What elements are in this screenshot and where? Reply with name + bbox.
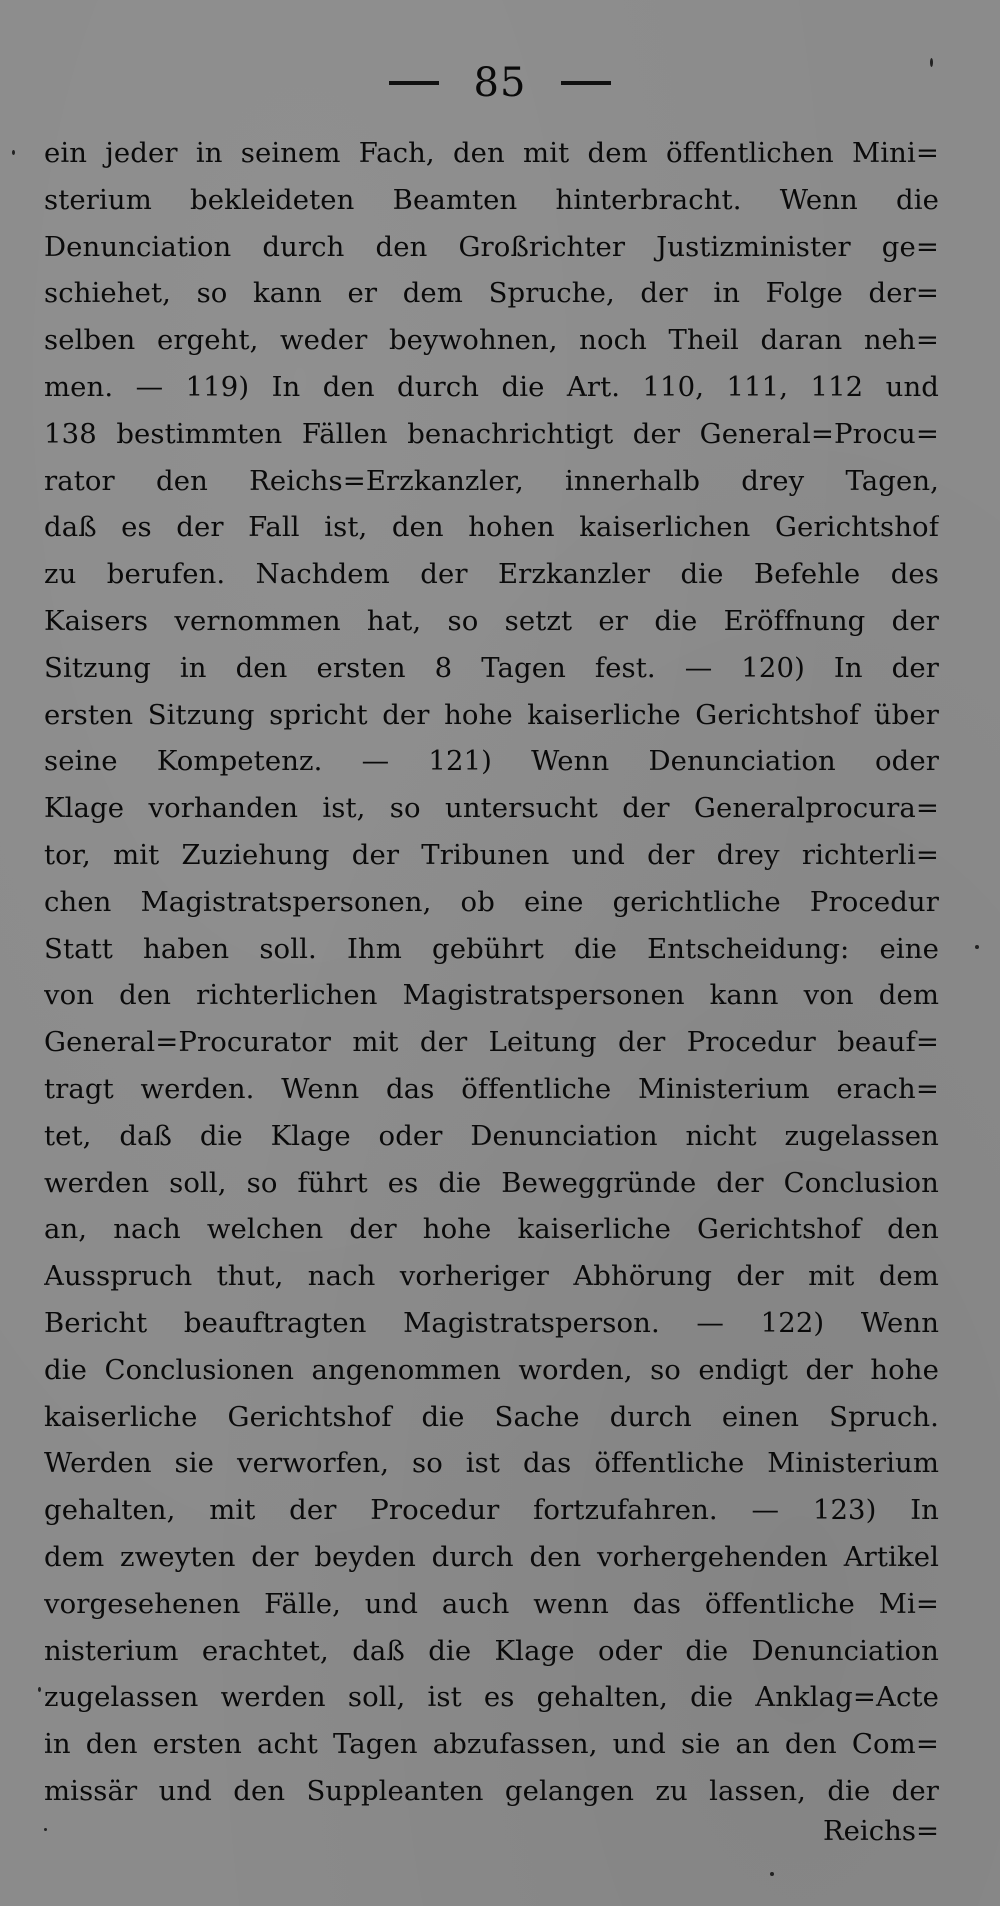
print-speck [12,150,15,155]
text-line: zugelassen werden soll, ist es gehalten, die Anklag=Acte [44,1681,939,1714]
text-line: werden soll, so führt es die Beweggründe der Conclusion [44,1166,939,1199]
print-speck [44,1828,47,1831]
text-line: an, nach welchen der hohe kaiserliche Gerichtshof den [44,1213,939,1246]
text-line: vorgesehenen Fälle, und auch wenn das öffentliche Mi= [44,1587,939,1620]
page-header [0,52,1000,111]
text-line: in den ersten acht Tagen abzufassen, und sie an den Com= [44,1728,939,1761]
text-line: nisterium erachtet, daß die Klage oder die Denunciation [44,1634,939,1667]
text-line: tragt werden. Wenn das öffentliche Ministerium erach= [44,1072,939,1105]
text-line: zu berufen. Nachdem der Erzkanzler die Befehle des [44,558,939,591]
text-line: Bericht beauftragten Magistratsperson. — 122) Wenn [44,1306,939,1339]
text-line: gehalten, mit der Procedur fortzufahren. — 123) In [44,1494,939,1527]
text-line: dem zweyten der beyden durch den vorhergehenden Artikel [44,1540,939,1573]
text-line: Klage vorhanden ist, so untersucht der Generalprocura= [44,792,939,825]
page-number: 85 [473,60,527,106]
text-line: Statt haben soll. Ihm gebührt die Entscheidung: eine [44,932,939,965]
text-line: selben ergeht, weder beywohnen, noch Theil daran neh= [44,324,939,357]
print-speck [930,58,933,67]
text-line: missär und den Suppleanten gelangen zu lassen, die der [44,1774,939,1807]
print-speck [770,1872,774,1876]
header-dash-right [561,81,611,85]
text-line: seine Kompetenz. — 121) Wenn Denunciation oder [44,745,939,778]
text-line: tet, daß die Klage oder Denunciation nicht zugelassen [44,1119,939,1152]
catchword: Reichs= [822,1815,939,1847]
text-line: daß es der Fall ist, den hohen kaiserlichen Gerichtshof [44,511,939,544]
print-speck [975,945,979,949]
text-line: Werden sie verworfen, so ist das öffentliche Ministerium [44,1447,939,1480]
text-line: tor, mit Zuziehung der Tribunen und der drey richterli= [44,838,939,871]
body-text [44,130,939,1815]
text-line: Kaisers vernommen hat, so setzt er die Eröffnung der [44,604,939,637]
text-line: kaiserliche Gerichtshof die Sache durch einen Spruch. [44,1400,939,1433]
text-line: General=Procurator mit der Leitung der Procedur beauf= [44,1026,939,1059]
header-dash-left [389,81,439,85]
text-line: sterium bekleideten Beamten hinterbracht. Wenn die [44,183,939,216]
text-line: die Conclusionen angenommen worden, so endigt der hohe [44,1353,939,1386]
text-line: Sitzung in den ersten 8 Tagen fest. — 120) In der [44,651,939,684]
text-line: chen Magistratspersonen, ob eine gerichtliche Procedur [44,885,939,918]
text-line: rator den Reichs=Erzkanzler, innerhalb drey Tagen, [44,464,939,497]
text-line: schiehet, so kann er dem Spruche, der in Folge der= [44,277,939,310]
print-speck [38,1687,41,1692]
text-line: 138 bestimmten Fällen benachrichtigt der General=Procu= [44,417,939,450]
text-line: Denunciation durch den Großrichter Justizminister ge= [44,230,939,263]
text-line: von den richterlichen Magistratspersonen kann von dem [44,979,939,1012]
text-line: Ausspruch thut, nach vorheriger Abhörung der mit dem [44,1260,939,1293]
text-line: ein jeder in seinem Fach, den mit dem öffentlichen Mini= [44,137,939,169]
text-line: men. — 119) In den durch die Art. 110, 111, 112 und [44,370,939,403]
text-line: ersten Sitzung spricht der hohe kaiserliche Gerichtshof über [44,698,939,731]
